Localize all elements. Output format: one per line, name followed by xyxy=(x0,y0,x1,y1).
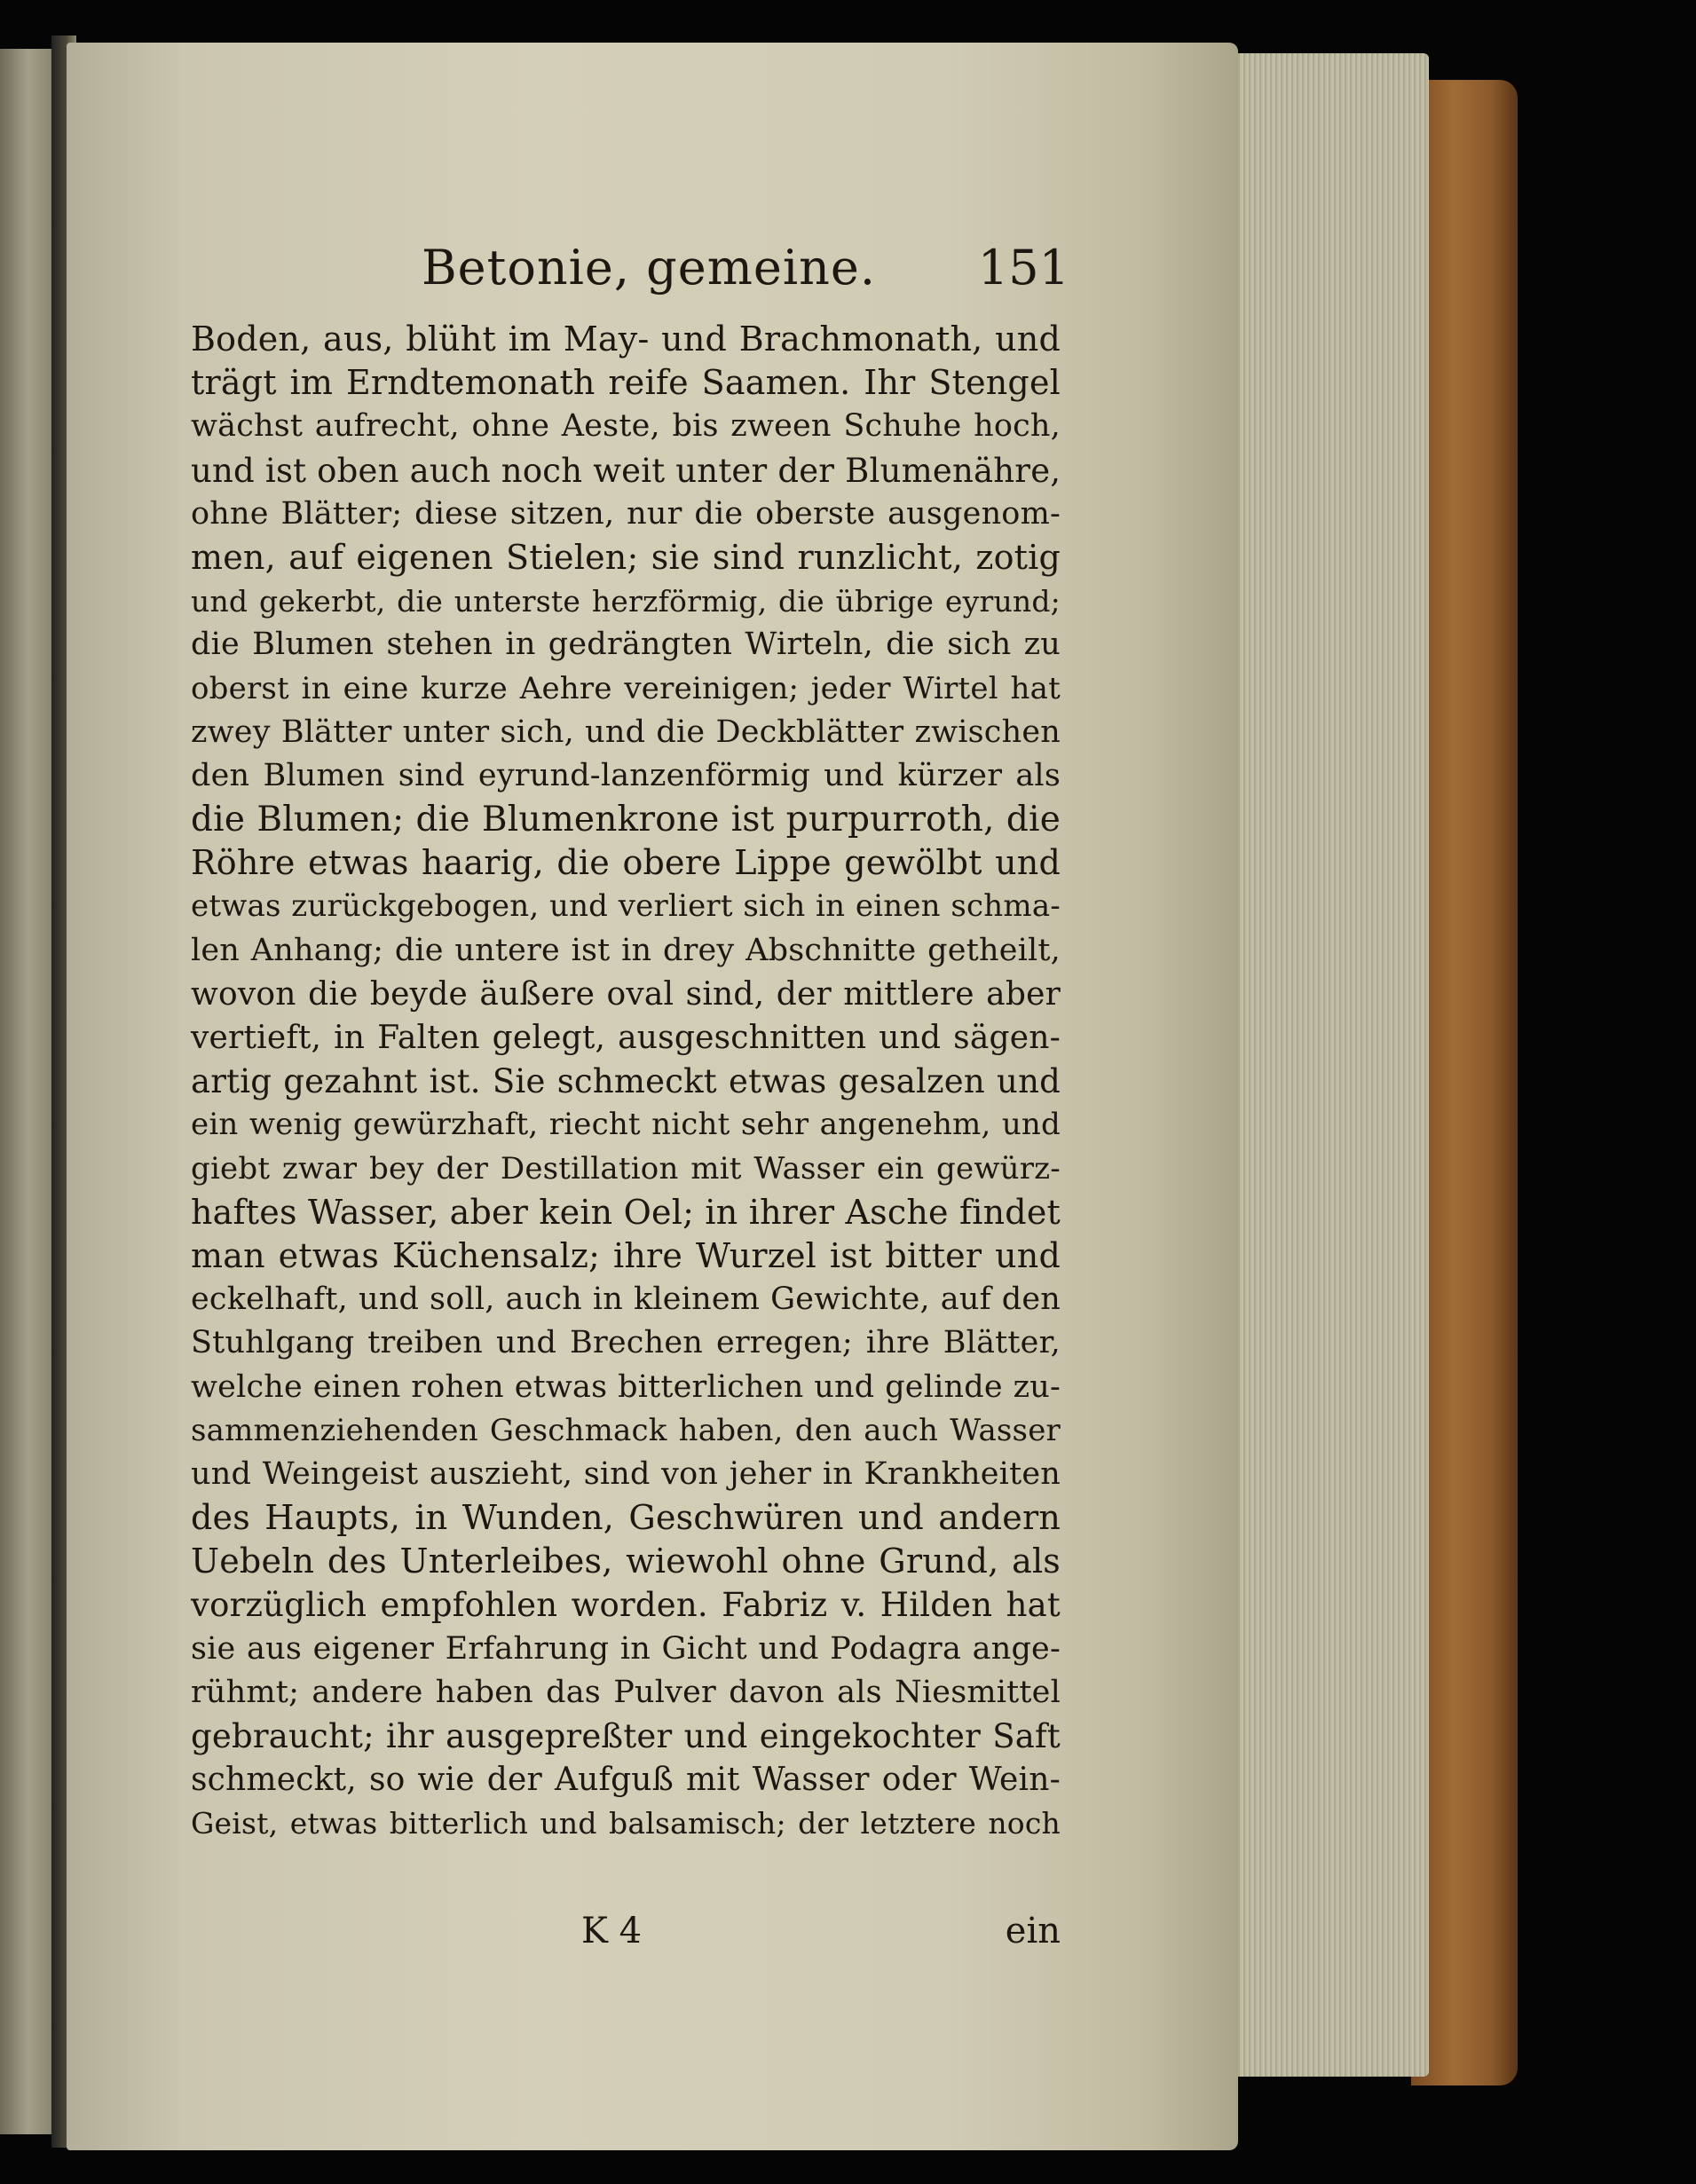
signature-mark: K 4 xyxy=(581,1911,643,1951)
text-line: wovon die beyde äußere oval sind, der mittlere aber xyxy=(191,975,1061,1013)
text-line: man etwas Küchensalz; ihre Wurzel ist bitter und xyxy=(191,1235,1061,1275)
text-line: wächst aufrecht, ohne Aeste, bis zween Schuhe hoch, xyxy=(191,408,1061,445)
running-head xyxy=(422,240,1096,302)
text-line: und gekerbt, die unterste herzförmig, die übrige eyrund; xyxy=(191,584,1061,619)
text-line: vertieft, in Falten gelegt, ausgeschnitten und sägen- xyxy=(191,1020,1061,1056)
running-head-title: Betonie, gemeine. xyxy=(422,240,877,296)
catchword: ein xyxy=(1005,1911,1061,1951)
text-line: trägt im Erndtemonath reife Saamen. Ihr Stengel xyxy=(191,363,1061,403)
text-line: die Blumen; die Blumenkrone ist purpurroth, die xyxy=(191,800,1061,840)
text-line: giebt zwar bey der Destillation mit Wasser ein gewürz- xyxy=(191,1150,1061,1187)
body-text xyxy=(191,318,1061,1846)
page-footer xyxy=(191,1911,1061,1955)
text-line: sie aus eigener Erfahrung in Gicht und Podagra ange- xyxy=(191,1630,1061,1667)
text-line: zwey Blätter unter sich, und die Deckblätter zwischen xyxy=(191,714,1061,750)
text-line: etwas zurückgebogen, und verliert sich in einen schma- xyxy=(191,888,1061,925)
text-line: ohne Blätter; diese sitzen, nur die oberste ausgenom- xyxy=(191,495,1061,532)
text-line: den Blumen sind eyrund-lanzenförmig und kürzer als xyxy=(191,757,1061,793)
text-line: schmeckt, so wie der Aufguß mit Wasser oder Wein- xyxy=(191,1762,1061,1799)
text-line: welche einen rohen etwas bitterlichen und gelinde zu- xyxy=(191,1368,1061,1405)
text-line: vorzüglich empfohlen worden. Fabriz v. Hilden hat xyxy=(191,1586,1061,1625)
text-line: Boden, aus, blüht im May- und Brachmonath, und xyxy=(191,319,1061,359)
text-line: artig gezahnt ist. Sie schmeckt etwas gesalzen und xyxy=(191,1062,1061,1101)
text-line: Stuhlgang treiben und Brechen erregen; ihre Blätter, xyxy=(191,1325,1061,1361)
text-line: Röhre etwas haarig, die obere Lippe gewölbt und xyxy=(191,843,1061,883)
text-line: und ist oben auch noch weit unter der Blumenähre, xyxy=(191,451,1061,490)
text-line: eckelhaft, und soll, auch in kleinem Gewichte, auf den xyxy=(191,1281,1061,1318)
page-number: 151 xyxy=(977,240,1069,296)
text-line: len Anhang; die untere ist in drey Abschnitte getheilt, xyxy=(191,932,1061,968)
text-line: gebraucht; ihr ausgepreßter und eingekochter Saft xyxy=(191,1717,1061,1755)
text-line: und Weingeist auszieht, sind von jeher in Krankheiten xyxy=(191,1455,1061,1492)
text-line: haftes Wasser, aber kein Oel; in ihrer Asche findet xyxy=(191,1192,1061,1232)
text-line: ein wenig gewürzhaft, riecht nicht sehr angenehm, und xyxy=(191,1107,1061,1143)
text-line: des Haupts, in Wunden, Geschwüren und andern xyxy=(191,1498,1061,1538)
text-line: die Blumen stehen in gedrängten Wirteln, die sich zu xyxy=(191,627,1061,663)
text-line: Geist, etwas bitterlich und balsamisch; der letztere noch xyxy=(191,1806,1061,1841)
text-line: Uebeln des Unterleibes, wiewohl ohne Grund, als xyxy=(191,1541,1061,1581)
text-line: rühmt; andere haben das Pulver davon als Niesmittel xyxy=(191,1674,1061,1710)
page-edges xyxy=(1225,53,1429,2077)
text-line: sammenziehenden Geschmack haben, den auch Wasser xyxy=(191,1412,1061,1448)
text-line: oberst in eine kurze Aehre vereinigen; jeder Wirtel hat xyxy=(191,670,1061,706)
book-page xyxy=(67,43,1238,2150)
text-line: men, auf eigenen Stielen; sie sind runzlicht, zotig xyxy=(191,537,1061,577)
